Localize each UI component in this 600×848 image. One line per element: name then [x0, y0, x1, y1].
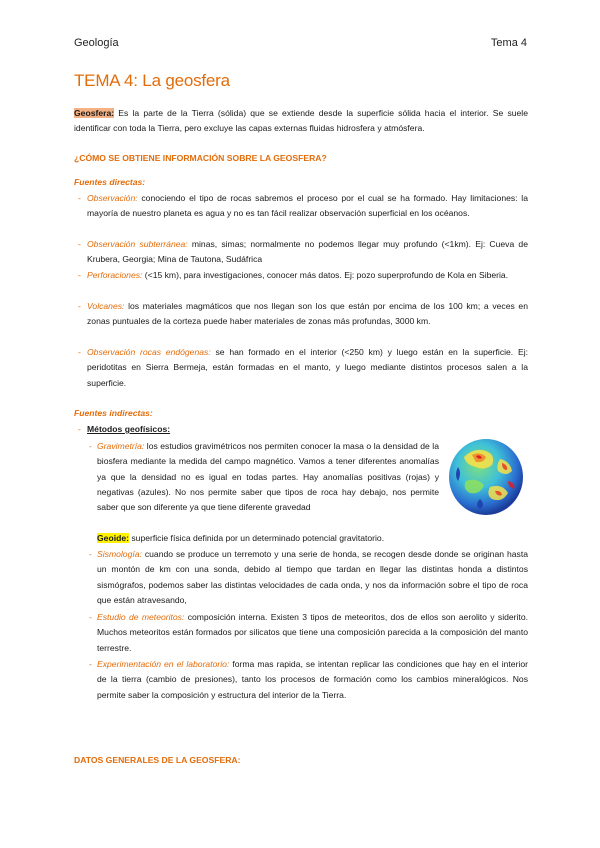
item-text: composición interna. Existen 3 tipos de meteoritos, dos de ellos son aerolito y siderito. Muchos meteoritos están formados por silicatos que tiene una composición parecida a la composición del manto terrestre.	[97, 612, 528, 653]
bullet-dash: -	[78, 193, 81, 203]
item-sismologia	[97, 547, 528, 608]
item-text: los estudios gravimétricos nos permiten conocer la masa o la densidad de la biosfera mediante la medida del campo magnético. Vamos a tener diferentes anomalías ya que la densidad no es igual en todas partes. Hay anomalías positivas (rojas) y negativas (azules). No nos permite saber que tipos de roca hay debajo, nos permite saber que son diferente ya que tiene diferente gravedad	[97, 441, 439, 513]
section-heading-info: ¿CÓMO SE OBTIENE INFORMACIÓN SOBRE LA GEOSFERA?	[74, 153, 327, 163]
item-text: (<15 km), para investigaciones, conocer más datos. Ej: pozo superprofundo de Kola en Siberia.	[142, 270, 509, 280]
bullet-dash: -	[89, 549, 92, 559]
item-label: Experimentación en el laboratorio:	[97, 659, 230, 669]
intro-paragraph	[74, 106, 528, 137]
item-label: Gravimetría:	[97, 441, 145, 451]
item-label: Observación:	[87, 193, 138, 203]
item-label: Observación subterránea:	[87, 239, 188, 249]
item-gravimetria	[97, 439, 439, 515]
bullet-dash: -	[78, 270, 81, 280]
bullet-dash: -	[89, 659, 92, 669]
item-meteoritos	[97, 610, 528, 656]
header-subject: Geología	[74, 37, 119, 49]
item-label: Sismología:	[97, 549, 142, 559]
direct-item-perforaciones	[87, 268, 528, 283]
methods-label: Métodos geofísicos:	[87, 424, 171, 434]
page-title: TEMA 4: La geosfera	[74, 71, 230, 90]
bullet-dash: -	[78, 347, 81, 357]
item-text: conociendo el tipo de rocas sabremos el proceso por el cual se ha formado. Hay limitaciones: la mayoría de nuestro planeta es agua y no es tan fácil realizar observación superficial en los océanos.	[87, 193, 528, 219]
direct-item-subterranea	[87, 237, 528, 268]
item-label: Volcanes:	[87, 301, 125, 311]
geoid-text: superficie física definida por un determinado potencial gravitatorio.	[129, 533, 385, 543]
geoid-globe-image	[446, 437, 526, 517]
item-text: se han formado en el interior (<250 km) y luego están en la superficie. Ej: peridotitas en Sierra Bermeja, están formadas en el manto, y luego mediante distintos procesos salen a la superficie.	[87, 347, 528, 388]
item-text: forma mas rapida, se intentan replicar las condiciones que hay en el interior de la tierra (cambio de presiones), tanto los procesos de formación como los cambios mineralógicos. Nos permite saber la composición y estructura del interior de la Tierra.	[97, 659, 529, 700]
direct-item-rocas-endogenas	[87, 345, 528, 391]
geoid-definition	[97, 531, 527, 546]
item-text: minas, simas; normalmente no podemos llegar muy profundo (<1km). Ej: Cueva de Krubera, Georgia; Mina de Tautona, Sudáfrica	[87, 239, 528, 265]
direct-item-volcanes	[87, 299, 528, 330]
bullet-dash: -	[78, 239, 81, 249]
direct-sources-heading: Fuentes directas:	[74, 177, 146, 187]
header-topic: Tema 4	[490, 37, 527, 49]
bullet-dash: -	[78, 301, 81, 311]
bullet-dash: -	[89, 612, 92, 622]
bullet-dash: -	[89, 441, 92, 451]
direct-item-observacion	[87, 191, 528, 222]
geosfera-term: Geosfera:	[74, 108, 115, 118]
geoid-term: Geoide:	[97, 533, 129, 543]
item-laboratorio	[97, 657, 528, 703]
methods-heading	[87, 422, 170, 437]
item-text: los materiales magmáticos que nos llegan son los que están por encima de los 100 km; a veces en zonas puntuales de la corteza puede haber materiales de zonas más profundas, 3000 km.	[87, 301, 528, 327]
item-label: Estudio de meteoritos:	[97, 612, 185, 622]
item-text: cuando se produce un terremoto y una serie de honda, se recogen desde donde se originan hasta un montón de km con una sonda, debido al tiempo que tardan en llegar las distintas honda a distintos sismógrafos, podemos saber las distintas velocidades de cada onda, y nos da información sobre el tipo de roca que están atravesando,	[97, 549, 528, 605]
item-label: Observación rocas endógenas:	[87, 347, 211, 357]
section-heading-datos: DATOS GENERALES DE LA GEOSFERA:	[74, 755, 241, 765]
globe-body	[449, 439, 523, 515]
item-label: Perforaciones:	[87, 270, 143, 280]
indirect-sources-heading: Fuentes indirectas:	[74, 408, 153, 418]
bullet-dash: -	[78, 424, 81, 434]
intro-text: Es la parte de la Tierra (sólida) que se extiende desde la superficie sólida hacia el interior. Se suele identificar con toda la Tierra, pero excluye las capas externas fluidas hidrosfera y atmósfera.	[74, 108, 528, 134]
